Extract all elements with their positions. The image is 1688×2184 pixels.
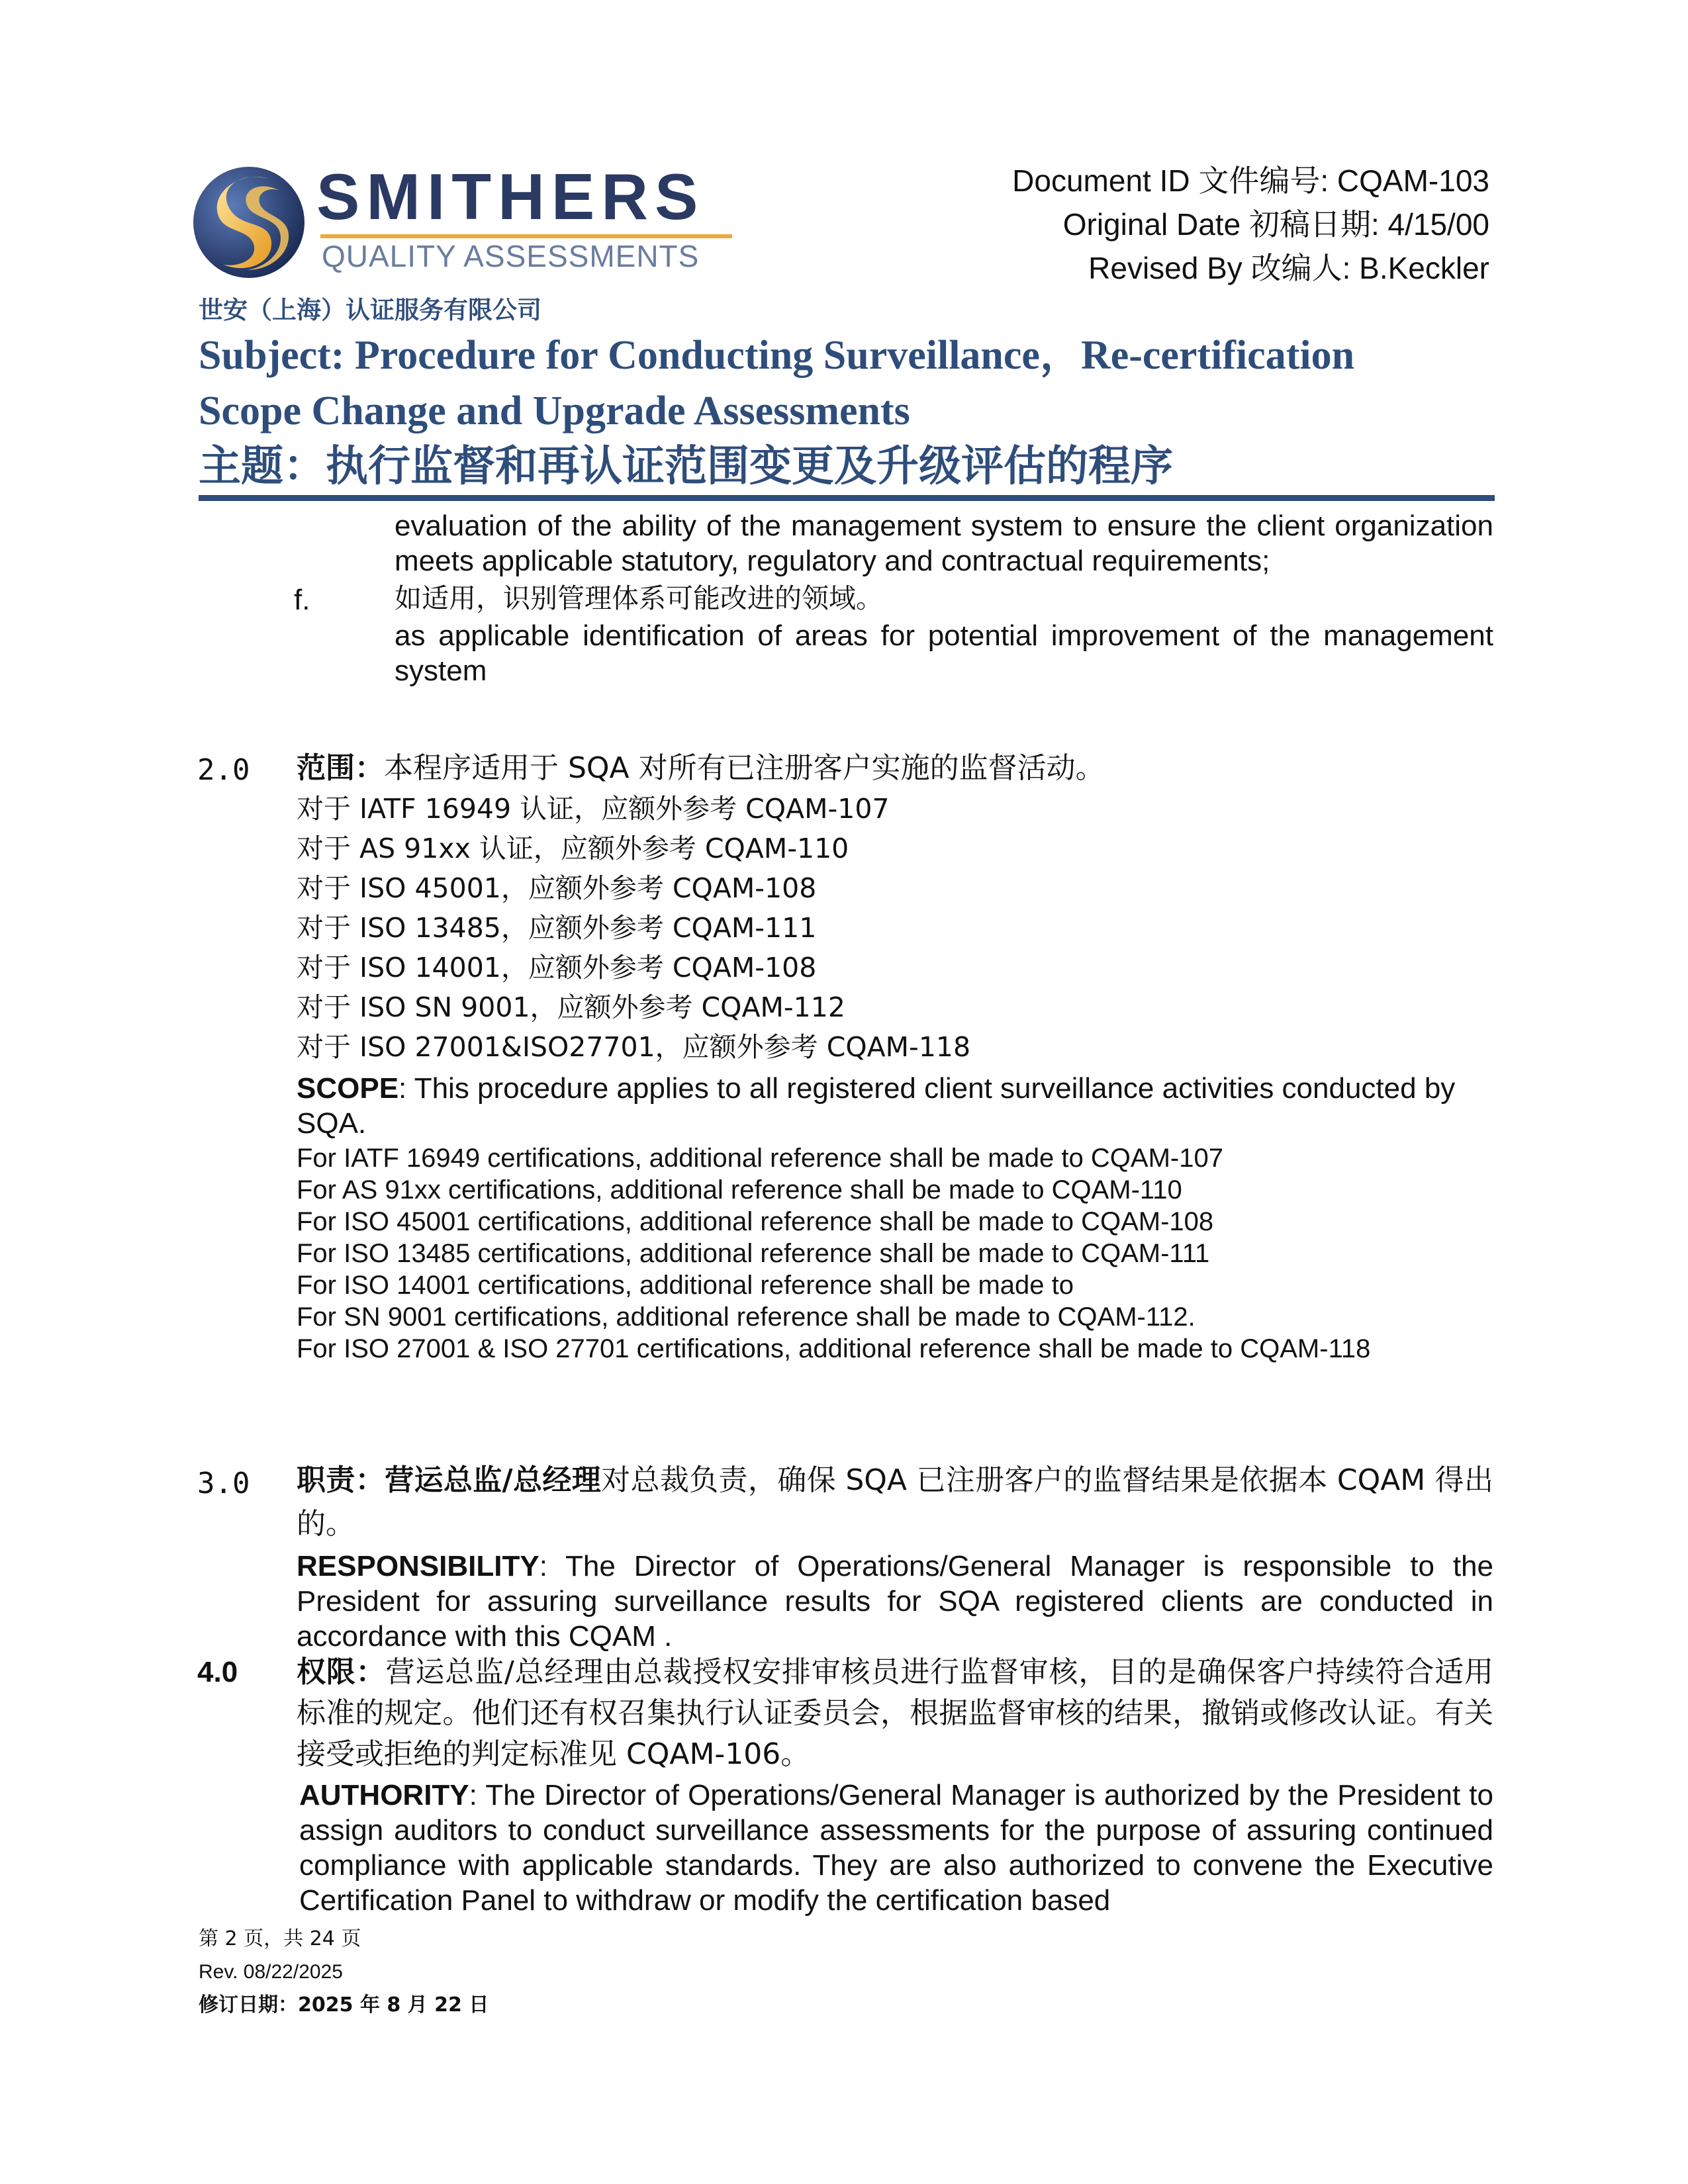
authority-heading-en: AUTHORITY [299, 1779, 469, 1811]
smithers-logo-icon [191, 164, 307, 281]
subject-line-1: Subject: Procedure for Conducting Surveillance，Re-certification [199, 333, 1355, 378]
section-number-4: 4.0 [197, 1656, 238, 1688]
responsibility-heading-cn: 职责：营运总监/总经理 [297, 1463, 602, 1497]
responsibility-text-cn: 对总裁负责，确保 SQA 已注册客户的监督结果是依据本 CQAM 得出的。 [297, 1463, 1493, 1541]
scope-cn-ref: 对于 ISO 45001，应额外参考 CQAM-108 [297, 872, 817, 904]
scope-cn [297, 751, 1105, 786]
scope-cn-ref: 对于 ISO 14001，应额外参考 CQAM-108 [297, 952, 817, 983]
revised-date: 修订日期：2025 年 8 月 22 日 [199, 1993, 489, 2017]
scope-en-ref: For ISO 27001 & ISO 27701 certifications, additional reference shall be made to CQAM-118 [297, 1334, 1371, 1363]
page-number: 第 2 页，共 24 页 [199, 1927, 361, 1950]
subject-cn: 主题：执行监督和再认证范围变更及升级评估的程序 [199, 442, 1173, 491]
scope-heading-cn: 范围： [297, 751, 384, 785]
responsibility-text-en: : The Director of Operations/General Manager is responsible to the President for assuring surveillance results for SQA registered clients are conducted in accordance with this CQAM . [297, 1550, 1493, 1653]
item-f-cn: 如适用，识别管理体系可能改进的领域。 [395, 582, 883, 614]
scope-en-ref: For ISO 45001 certifications, additional reference shall be made to CQAM-108 [297, 1207, 1214, 1236]
original-date: Original Date 初稿日期: 4/15/00 [1062, 207, 1489, 242]
scope-cn-ref: 对于 ISO SN 9001，应额外参考 CQAM-112 [297, 991, 845, 1023]
scope-en-ref: For ISO 13485 certifications, additional reference shall be made to CQAM-111 [297, 1239, 1210, 1268]
scope-en-ref: For SN 9001 certifications, additional reference shall be made to CQAM-112. [297, 1302, 1196, 1332]
continued-paragraph: evaluation of the ability of the management system to ensure the client organization meets applicable statutory, regulatory and contractual requirements; [395, 510, 1493, 577]
page-footer [199, 1923, 489, 2022]
document-id: Document ID 文件编号: CQAM-103 [1012, 163, 1489, 198]
scope-cn-ref: 对于 AS 91xx 认证，应额外参考 CQAM-110 [297, 833, 849, 864]
responsibility-en [297, 1549, 1493, 1654]
scope-en-ref: For AS 91xx certifications, additional reference shall be made to CQAM-110 [297, 1175, 1182, 1205]
scope-text-cn: 本程序适用于 SQA 对所有已注册客户实施的监督活动。 [384, 751, 1105, 785]
authority-text-cn: 营运总监/总经理由总裁授权安排审核员进行监督审核，目的是确保客户持续符合适用标准的规定。他们还有权召集执行认证委员会，根据监督审核的结果，撤销或修改认证。有关接受或拒绝的判定标准见 CQAM-106。 [297, 1655, 1494, 1771]
responsibility-cn [297, 1459, 1493, 1546]
scope-en-references [297, 1142, 1493, 1365]
responsibility-heading-en: RESPONSIBILITY [297, 1550, 539, 1582]
item-f-label: f. [294, 584, 310, 616]
authority-cn [297, 1652, 1493, 1775]
scope-cn-ref: 对于 ISO 27001&ISO27701，应额外参考 CQAM-118 [297, 1031, 971, 1063]
logo-wordmark: SMITHERS [316, 160, 705, 233]
authority-heading-cn: 权限： [297, 1655, 386, 1689]
scope-cn-references [297, 789, 1488, 1067]
authority-text-en: : The Director of Operations/General Manager is authorized by the President to assign auditors to conduct surveillance assessments for the purpose of assuring continued compliance with applicable standards. They are also authorized to convene the Executive Certification Panel to withdraw or modify the certification based [299, 1779, 1493, 1917]
company-name-cn: 世安（上海）认证服务有限公司 [199, 296, 541, 324]
subject-line-2: Scope Change and Upgrade Assessments [199, 388, 910, 433]
scope-en-ref: For IATF 16949 certifications, additional reference shall be made to CQAM-107 [297, 1144, 1223, 1173]
authority-en [299, 1778, 1493, 1918]
scope-en-ref: For ISO 14001 certifications, additional reference shall be made to [297, 1271, 1074, 1300]
revised-by: Revised By 改编人: B.Keckler [1088, 251, 1489, 285]
scope-cn-ref: 对于 ISO 13485，应额外参考 CQAM-111 [297, 912, 817, 944]
scope-heading-en: SCOPE [297, 1072, 399, 1105]
scope-cn-ref: 对于 IATF 16949 认证，应额外参考 CQAM-107 [297, 793, 890, 825]
header-divider [199, 495, 1495, 501]
revision: Rev. 08/22/2025 [199, 1961, 343, 1983]
document-subject [199, 328, 1496, 494]
section-number-3: 3.0 [197, 1467, 250, 1500]
scope-text-en: : This procedure applies to all registered client surveillance activities conducted by SQA. [297, 1072, 1456, 1140]
logo-underline [320, 234, 732, 238]
section-number-2: 2.0 [197, 753, 250, 787]
document-meta [1012, 159, 1489, 290]
scope-en [297, 1071, 1493, 1141]
item-f-en: as applicable identification of areas for potential improvement of the management system [395, 619, 1493, 687]
logo-subtitle: QUALITY ASSESSMENTS [322, 239, 700, 273]
company-logo [191, 160, 740, 277]
